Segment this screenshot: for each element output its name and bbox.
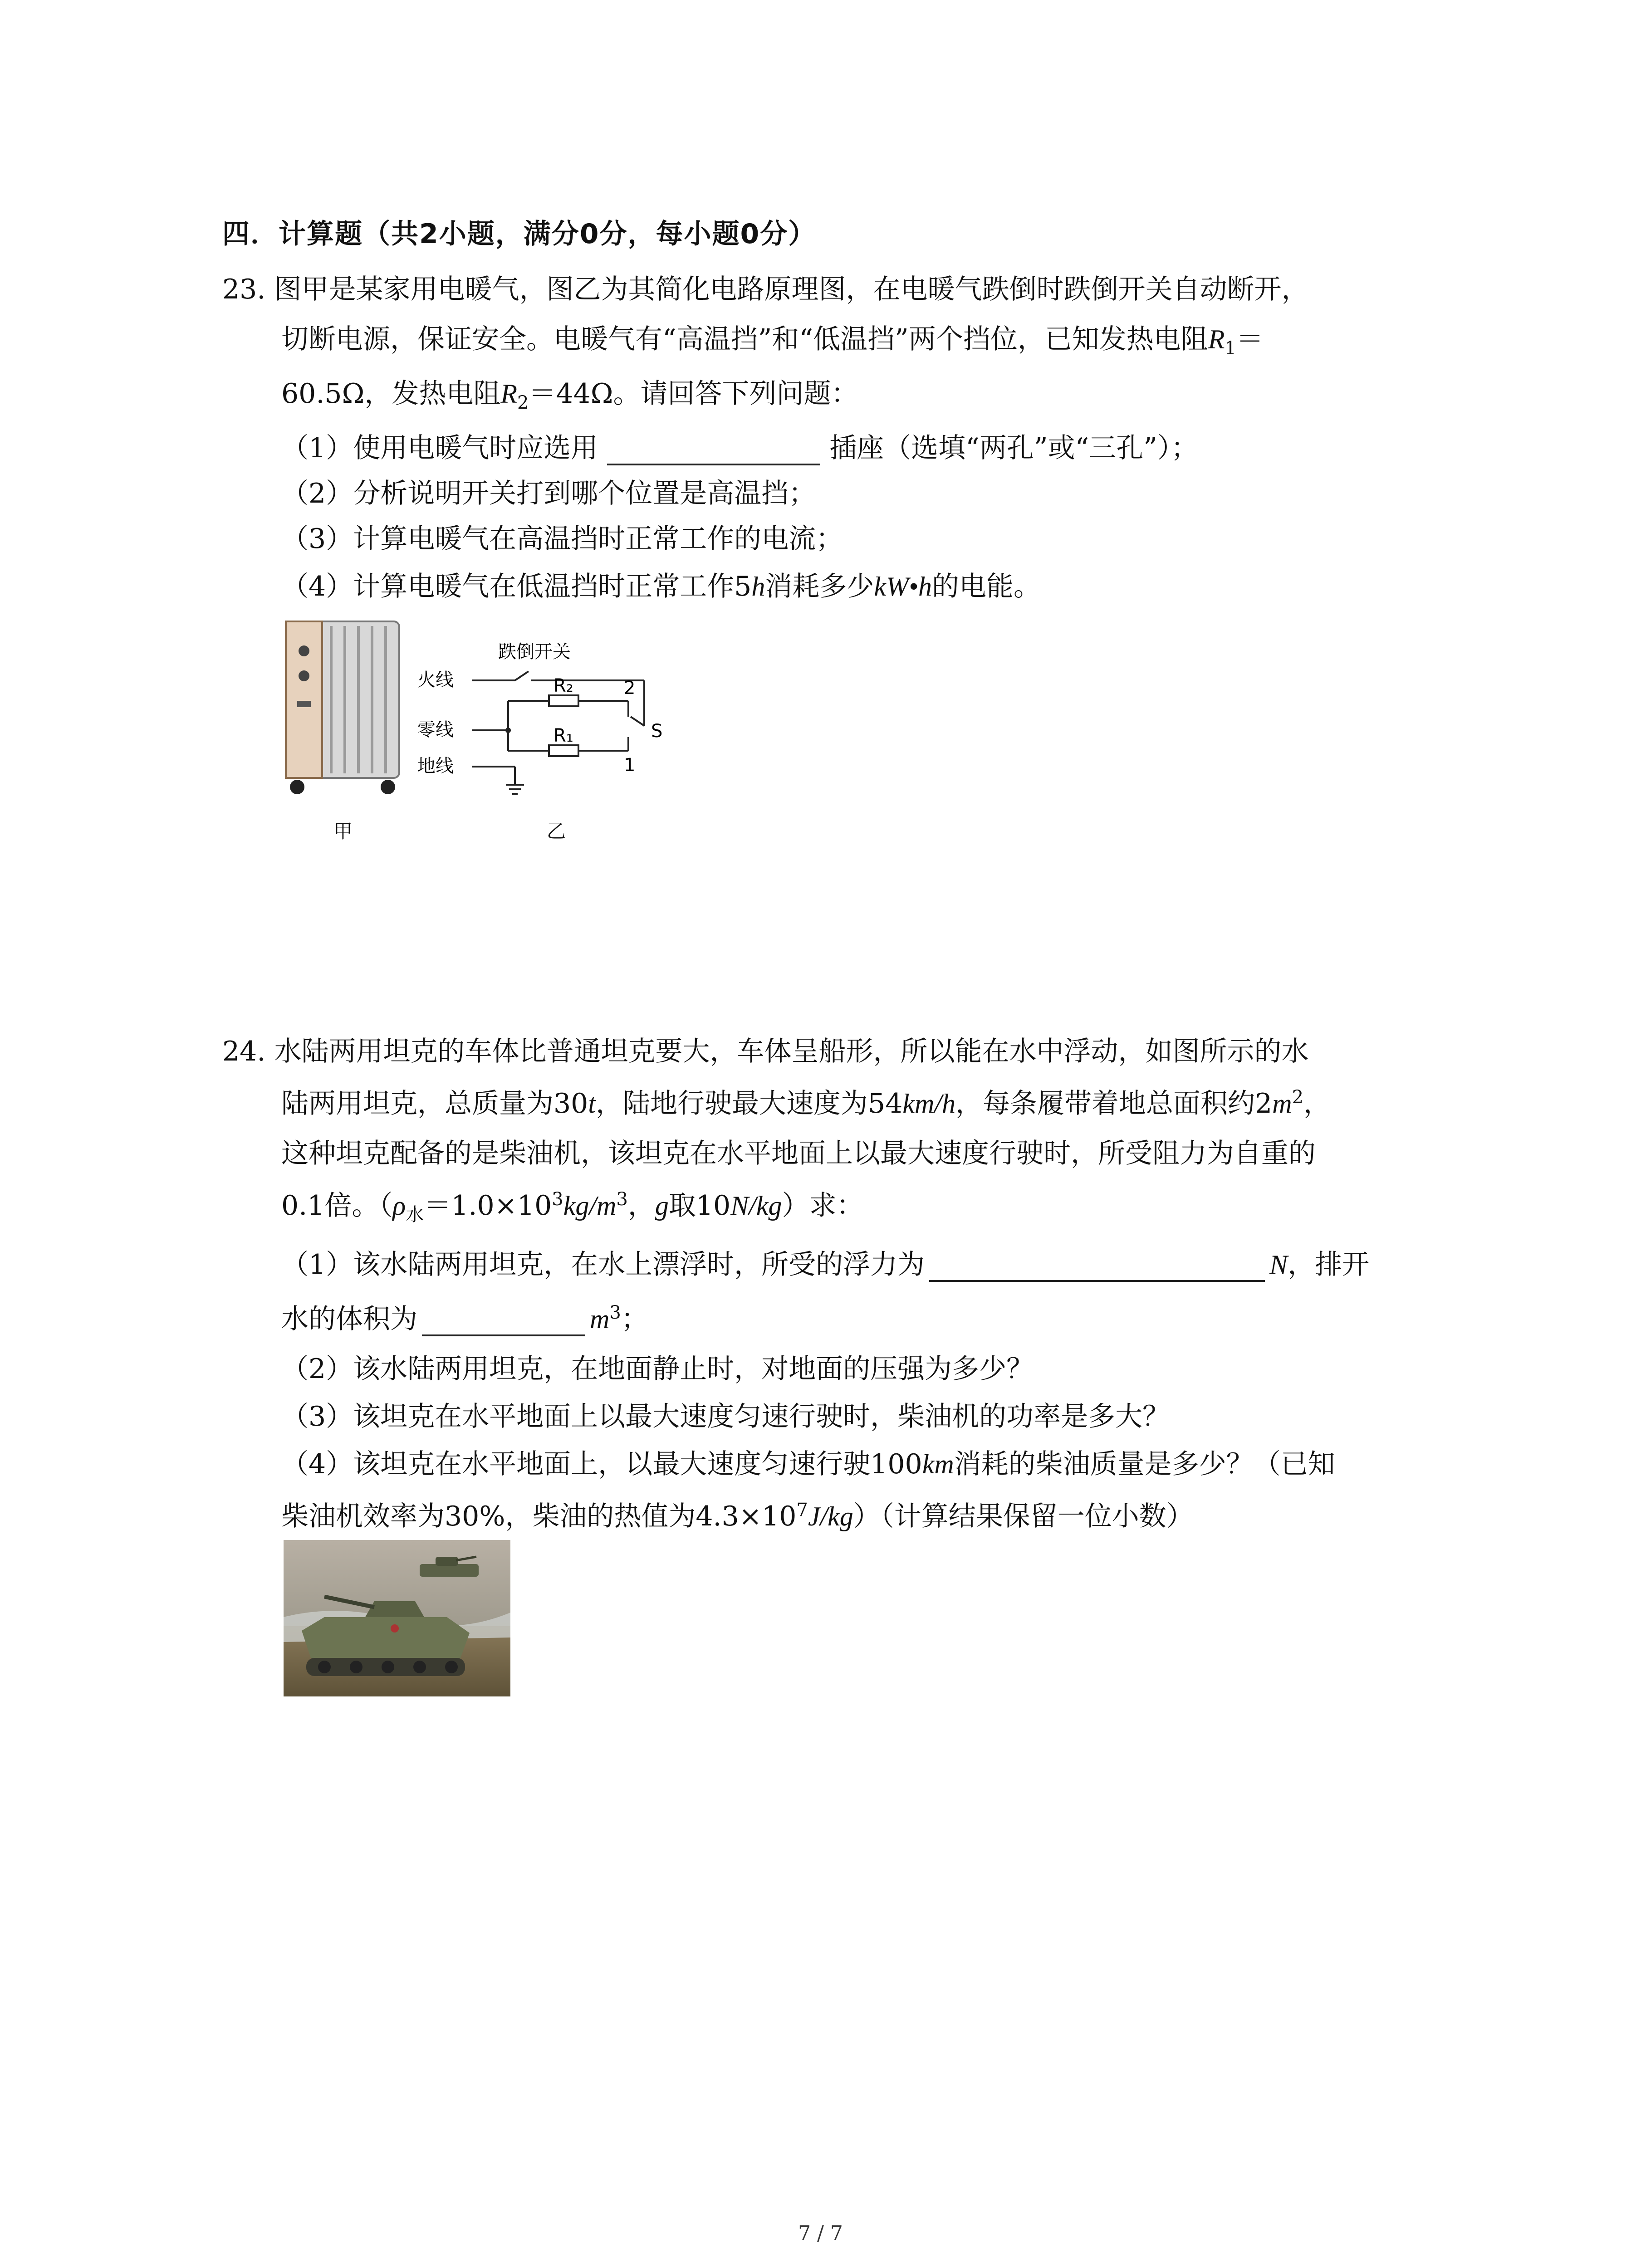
r2-symbol: R (500, 379, 517, 409)
q24-text-4a: 0.1倍。（ (281, 1190, 393, 1222)
q24-part-1-volume-text: 水的体积为 (281, 1303, 417, 1335)
q24-text-2d: ， (1303, 1088, 1331, 1119)
ton-unit: t (588, 1089, 596, 1119)
page-number: 7 / 7 (798, 2222, 843, 2245)
q23-text-2: 切断电源，保证安全。电暖气有“高温挡”和“低温挡”两个挡位，已知发热电阻 (281, 323, 1208, 355)
q24-part-4-tail: ）（计算结果保留一位小数） (853, 1501, 1194, 1532)
q24-text-4e: ）求： (782, 1190, 864, 1222)
r2-label: R₂ (554, 675, 573, 696)
q24-text-4b: ＝1.0×10 (424, 1190, 552, 1222)
q24-part-1-text: （1）该水陆两用坦克，在水上漂浮时，所受的浮力为 (281, 1249, 925, 1281)
q23-part-4-text: （4）计算电暖气在低温挡时正常工作5 (281, 571, 752, 602)
r1-sub: 1 (1225, 338, 1236, 359)
q24-answer-blank-volume[interactable] (422, 1307, 585, 1336)
hour-unit: h (751, 572, 765, 601)
q23-line-3 (281, 372, 858, 413)
q24-part-1-cont (281, 1297, 648, 1336)
q24-text-2a: 陆两用坦克，总质量为30 (281, 1088, 588, 1119)
volume-unit: m (590, 1304, 610, 1334)
r2-sub: 2 (517, 392, 529, 413)
q24-line-3: 这种坦克配备的是柴油机，该坦克在水平地面上以最大速度行驶时，所受阻力为自重的 (281, 1138, 1316, 1169)
q24-text-1: 水陆两用坦克的车体比普通坦克要大，车体呈船形，所以能在水中浮动，如图所示的水 (274, 1036, 1309, 1067)
g-symbol: g (655, 1191, 669, 1221)
q24-line-1 (222, 1030, 1309, 1069)
q24-part-4-mid: 消耗的柴油质量是多少？（已知 (954, 1448, 1335, 1480)
q24-text-4c: ， (627, 1190, 655, 1222)
q24-part-2: （2）该水陆两用坦克，在地面静止时，对地面的压强为多少？ (281, 1353, 1034, 1385)
q24-part-1-tail: ； (621, 1303, 648, 1335)
volume-unit-exponent: 3 (609, 1302, 621, 1323)
q23-part-4-mid: 消耗多少 (765, 571, 874, 602)
newton-unit: N (1269, 1250, 1288, 1280)
density-unit-exponent: 3 (616, 1189, 628, 1210)
jkg-unit: J/kg (808, 1501, 853, 1531)
q24-answer-blank-buoyancy[interactable] (929, 1253, 1265, 1282)
circuit-diagram (417, 635, 671, 803)
q23-part-1-tail: 插座（选填“两孔”或“三孔”）； (829, 432, 1198, 464)
q23-text-3b: ＝44Ω。请回答下列问题： (529, 378, 858, 410)
ground-wire-label: 地线 (417, 756, 454, 777)
q23-part-4-tail: 的电能。 (931, 571, 1041, 602)
section-title: 四．计算题（共2小题，满分0分，每小题0分） (222, 218, 817, 250)
q23-part-1-text: （1）使用电暖气时应选用 (281, 432, 598, 464)
nkg-unit: N/kg (730, 1191, 782, 1221)
q24-part-4 (281, 1442, 1335, 1481)
switch-s-label: S (651, 721, 663, 742)
switch-position-2: 2 (624, 678, 636, 699)
amphibious-tank-image (284, 1540, 510, 1696)
kmh-unit: km/h (902, 1089, 956, 1119)
q24-text-2c: ，每条履带着地总面积约2 (955, 1088, 1273, 1119)
kwh-unit: kW•h (874, 572, 932, 601)
q23-answer-blank-1[interactable] (607, 436, 820, 465)
heater-image (272, 610, 408, 805)
equals-sign: ＝ (1236, 323, 1264, 355)
q24-part-1-mid: ，排开 (1288, 1249, 1370, 1281)
q23-text-3a: 60.5Ω，发热电阻 (281, 378, 501, 410)
switch-position-1: 1 (624, 755, 636, 776)
q23-part-1 (281, 426, 1198, 465)
caption-yi: 乙 (547, 820, 566, 842)
rho-symbol: ρ (392, 1191, 406, 1221)
q24-part-4-cont (281, 1495, 1194, 1534)
q23-line-1 (222, 268, 1309, 307)
q24-part-3: （3）该坦克在水平地面上以最大速度匀速行驶时，柴油机的功率是多大？ (281, 1401, 1170, 1432)
q23-part-3: （3）计算电暖气在高温挡时正常工作的电流； (281, 523, 843, 555)
q24-line-2 (281, 1082, 1331, 1121)
heat-value-exponent: 7 (796, 1500, 808, 1520)
rho-sub: 水 (406, 1204, 424, 1225)
density-unit: kg/m (563, 1191, 617, 1221)
q24-part-4-cont-text: 柴油机效率为30%，柴油的热值为4.3×10 (281, 1501, 797, 1532)
q24-number: 24. (222, 1036, 266, 1067)
r1-symbol: R (1208, 324, 1225, 354)
q24-part-4-text: （4）该坦克在水平地面上，以最大速度匀速行驶100 (281, 1448, 922, 1480)
area-unit: m (1272, 1089, 1292, 1119)
r1-label: R₁ (554, 725, 573, 746)
km-unit: km (922, 1449, 954, 1479)
tip-switch-label: 跌倒开关 (498, 641, 571, 662)
q24-text-2b: ，陆地行驶最大速度为54 (596, 1088, 903, 1119)
q23-part-4 (281, 565, 1041, 604)
q24-line-4 (281, 1184, 864, 1226)
q23-line-2 (281, 318, 1264, 359)
q23-part-2: （2）分析说明开关打到哪个位置是高温挡； (281, 478, 816, 509)
neutral-wire-label: 零线 (417, 719, 454, 740)
q24-text-4d: 取10 (668, 1190, 731, 1222)
q23-number: 23. (222, 274, 266, 305)
q23-text-1: 图甲是某家用电暖气，图乙为其简化电路原理图，在电暖气跌倒时跌倒开关自动断开， (274, 274, 1309, 305)
q24-part-1 (281, 1243, 1369, 1282)
area-unit-exponent: 2 (1292, 1087, 1304, 1108)
live-wire-label: 火线 (417, 670, 454, 690)
density-exponent: 3 (552, 1189, 563, 1210)
caption-jia: 甲 (333, 820, 353, 842)
